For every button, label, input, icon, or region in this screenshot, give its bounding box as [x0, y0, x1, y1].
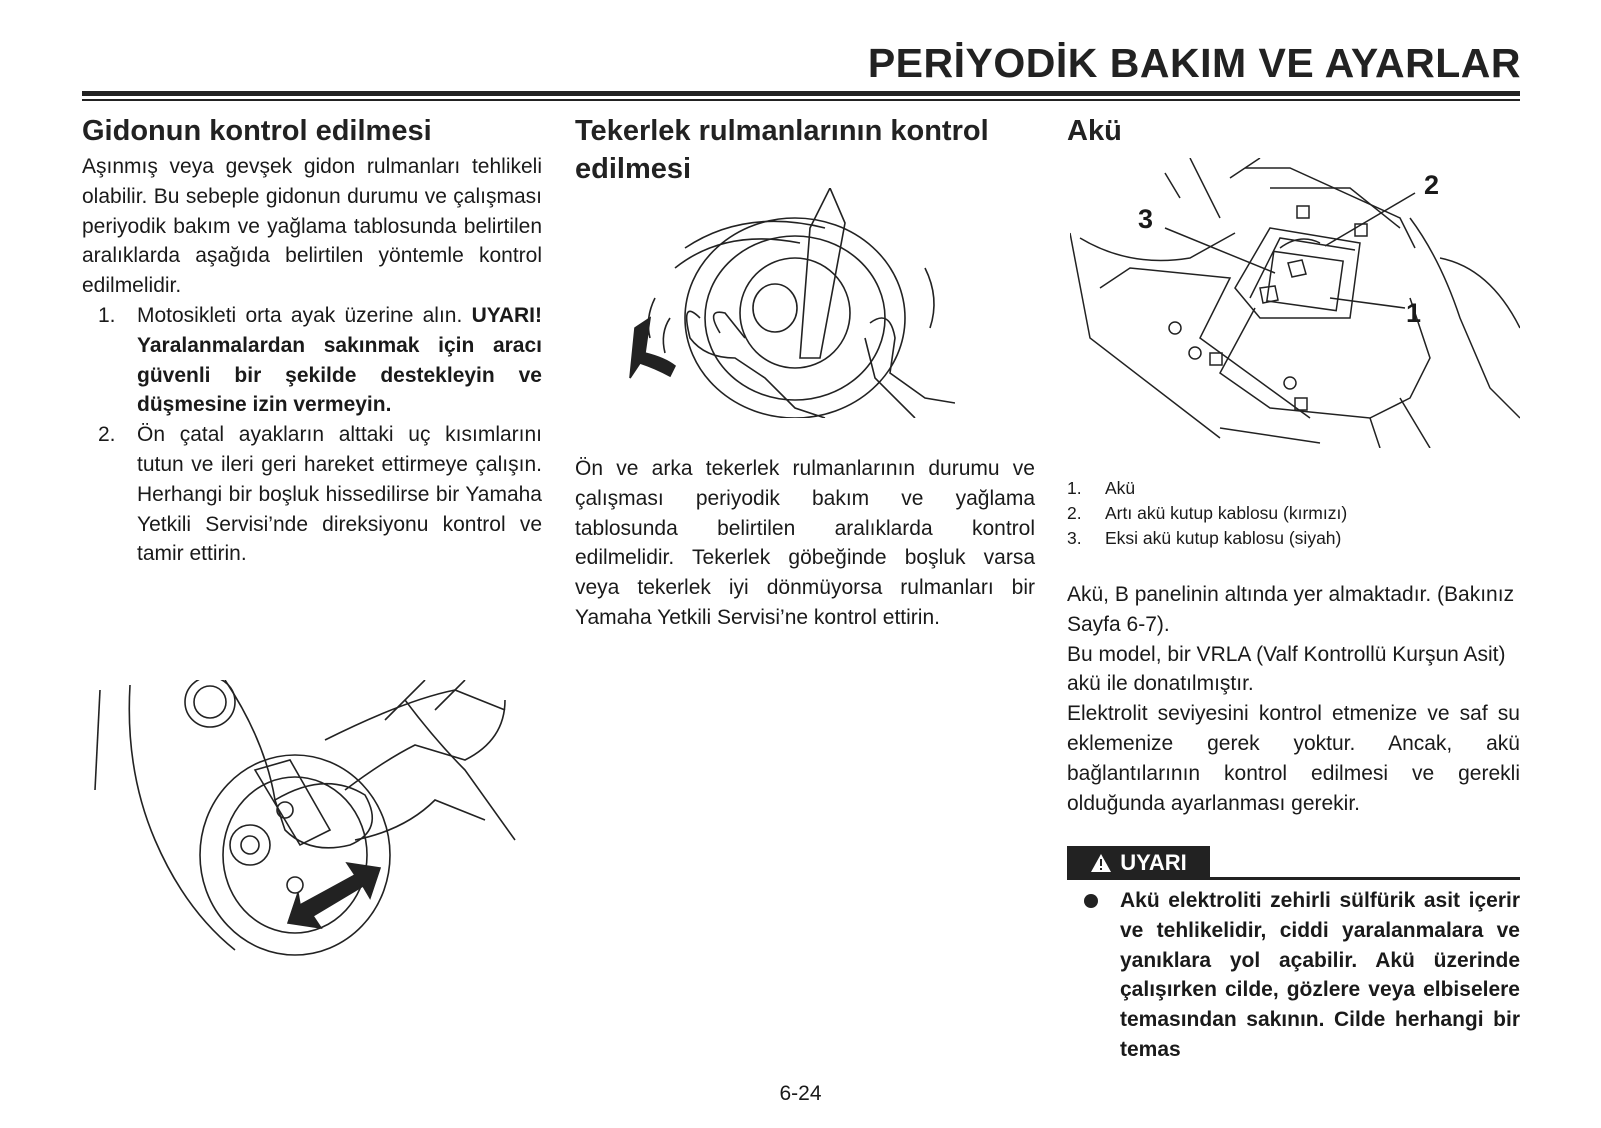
callout-text: Artı akü kutup kablosu (kırmızı) [1105, 503, 1348, 523]
intro-paragraph: Aşınmış veya gevşek gidon rulmanları tehlikeli olabilir. Bu sebeple gidonun durumu ve çalışması periyodik bakım ve yağlama tablosunda belirtilen aralıklarda aşağıda belirtilen yöntemle kontrol edilmelidir. [82, 155, 542, 298]
section-heading: Akü [1067, 115, 1122, 147]
page-number: 6-24 [779, 1082, 822, 1105]
callout-number: 2. [1067, 503, 1082, 523]
warning-body [1067, 886, 1520, 1065]
section-handlebar [82, 112, 542, 569]
battery-paragraph-1: Akü, B panelinin altında yer almaktadır. (Bakınız Sayfa 6-7). [1067, 583, 1515, 636]
callout-item [1067, 501, 1520, 526]
callout-number: 1. [1067, 478, 1082, 498]
wheel-bearing-paragraph: Ön ve arka tekerlek rulmanlarının durumu ve çalışması periyodik bakım ve yağlama tablosunda belirtilen aralıklarda kontrol edilmelidir. Tekerlek göbeğinde boşluk varsa veya tekerlek iyi dönmüyorsa rulmanları bir Yamaha Yetkili Servisi’ne kontrol ettirin. [575, 457, 1035, 629]
callout-item [1067, 526, 1520, 551]
bullet-icon [1084, 894, 1098, 908]
page-title: PERİYODİK BAKIM VE AYARLAR [867, 40, 1521, 86]
section-wheel-bearings [575, 112, 1035, 188]
warning-label: UYARI [1120, 850, 1187, 875]
warning-rule [1210, 877, 1520, 880]
step-item [82, 301, 542, 420]
section-heading: Tekerlek rulmanlarının kontrol edilmesi [575, 115, 989, 185]
step-item [82, 420, 542, 569]
wheel-check-illustration [625, 188, 955, 418]
battery-callouts [1067, 476, 1520, 551]
battery-paragraph-2: Bu model, bir VRLA (Valf Kontrollü Kurşun Asit) akü ile donatılmıştır. [1067, 642, 1506, 696]
callout-text: Eksi akü kutup kablosu (siyah) [1105, 528, 1342, 548]
section-battery [1067, 112, 1520, 150]
wheel-bearing-body [575, 454, 1035, 633]
step-warning: UYARI! Yaralanmalardan sakınmak için aracı güvenli bir şekilde destekleyin ve düşmesine izin vermeyin. [137, 303, 542, 417]
battery-paragraph-3: Elektrolit seviyesini kontrol etmenize ve saf su eklemenize gerek yoktur. Ancak, akü bağlantılarının kontrol edilmesi ve gerekli olduğunda ayarlanması gerekir. [1067, 702, 1520, 815]
callout-text: Akü [1105, 478, 1136, 498]
warning-item [1067, 886, 1520, 1065]
section-heading: Gidonun kontrol edilmesi [82, 115, 432, 147]
fork-check-illustration [85, 680, 535, 960]
battery-location-illustration [1070, 158, 1520, 448]
warning-triangle-icon [1090, 853, 1112, 873]
callout-number: 3. [1067, 528, 1082, 548]
warning-label-box [1067, 846, 1210, 880]
callout-list [1067, 476, 1520, 551]
figure-label-1: 1 [1406, 298, 1422, 328]
figure-label-2: 2 [1424, 170, 1440, 200]
step-text: Ön çatal ayakların alttaki uç kısımlarını tutun ve ileri geri hareket ettirmeye çalışın. Herhangi bir boşluk hissedilirse bir Yamaha Yetkili Servisi’nde direksiyonu kontrol ve tamir ettirin. [137, 423, 542, 566]
warning-text: Akü elektroliti zehirli sülfürik asit içerir ve tehlikelidir, ciddi yaralanmalara ve yanıklara yol açabilir. Akü üzerinde çalışırken cilde, gözlere veya elbiselere temasından sakının. Cilde herhangi bir temas [1120, 889, 1520, 1061]
header-rule-thick [82, 91, 1520, 96]
step-number: 1. [98, 303, 116, 327]
battery-body [1067, 580, 1520, 818]
figure-label-3: 3 [1138, 204, 1154, 234]
header-rule-thin [82, 99, 1520, 101]
steps-list [82, 301, 542, 569]
step-number: 2. [98, 423, 116, 447]
callout-item [1067, 476, 1520, 501]
step-text: Motosikleti orta ayak üzerine alın. [137, 303, 463, 327]
warning-header [1067, 846, 1520, 880]
